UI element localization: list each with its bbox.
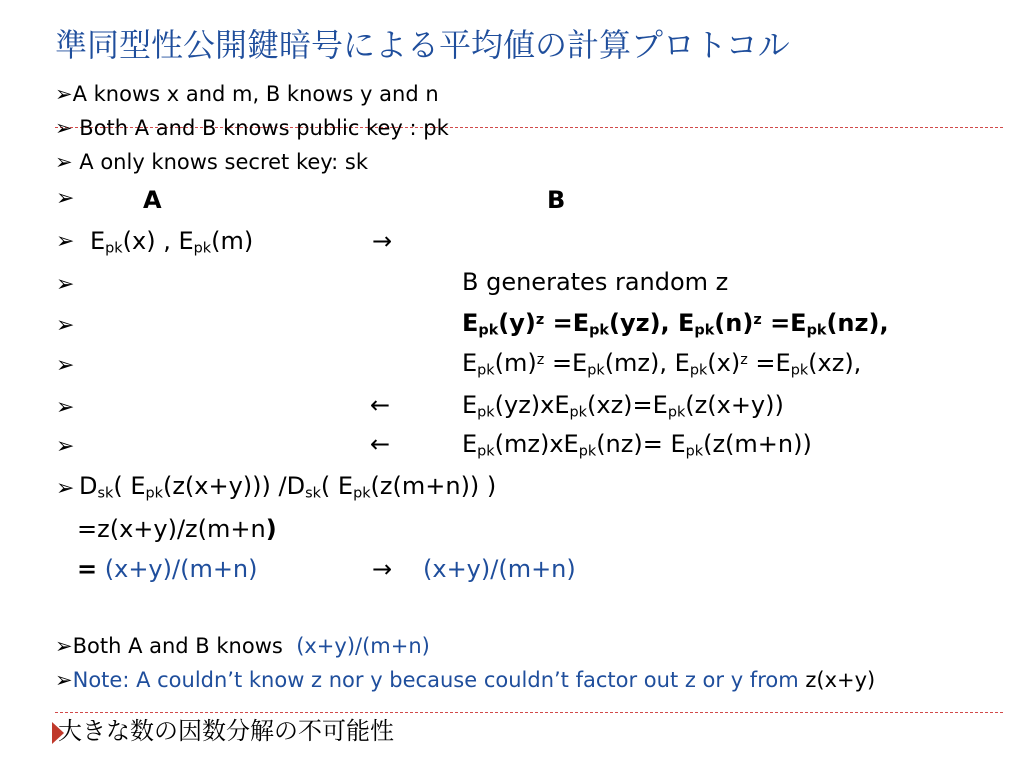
final-result-b: (x+y)/(m+n) [423, 555, 576, 583]
column-a-label: A [143, 186, 162, 214]
line-public-key: ➢ Both A and B knows public key : pk [55, 116, 449, 140]
bullet-arrow-icon: ➢ [56, 272, 75, 297]
arrow-left-icon: ← [370, 430, 391, 458]
line-note: ➢Note: A couldn’t know z nor y because couldn’t factor out z or y from z(x+y) [55, 668, 876, 692]
slide-title: 準同型性公開鍵暗号による平均値の計算プロトコル [55, 26, 790, 64]
bullet-arrow-icon: ➢ [56, 313, 75, 338]
bullet-arrow-icon: ➢ [56, 395, 75, 420]
line-ratio-z: =z(x+y)/z(m+n) [77, 515, 277, 543]
bullet-arrow-icon: ➢ [55, 668, 73, 692]
line-decrypt-ratio: $D_{sk}$( $E_{pk}(z(x+y))$) $/D_{sk}$( $E_{pk}(z(m+n))$ ) [79, 472, 497, 502]
line-power-mz-xz: $E_{pk}(m)^z =E_{pk}(mz)$, $E_{pk}(x)^z =E_{pk}(xz)$, [462, 349, 862, 379]
bullet-arrow-icon: ➢ [55, 82, 73, 106]
line-knowledge-a-b: ➢A knows x and m, B knows y and n [55, 82, 439, 106]
line-random-z: B generates random z [462, 268, 729, 296]
bullet-arrow-icon: ➢ [56, 353, 75, 378]
bullet-arrow-icon: ➢ [55, 116, 73, 140]
bullet-arrow-icon: ➢ [55, 150, 73, 174]
line-secret-key: ➢ A only knows secret key: sk [55, 150, 369, 174]
bullet-arrow-icon: ➢ [56, 476, 75, 501]
arrow-right-icon: → [372, 227, 393, 255]
bullet-arrow-icon: ➢ [56, 434, 75, 459]
line-product-mz-nz: $E_{pk}(mz)xE_{pk}(nz)= E_{pk}(z(m+n))$ [462, 430, 812, 460]
line-final-result: = (x+y)/(m+n) [77, 555, 258, 583]
line-product-yz-xz: $E_{pk}(yz)xE_{pk}(xz)=E_{pk}(z(x+y))$ [462, 391, 784, 421]
bullet-arrow-icon: ➢ [55, 634, 73, 658]
footer-text: 大きな数の因数分解の不可能性 [58, 717, 394, 745]
bullet-arrow-icon: ➢ [56, 186, 75, 211]
line-send-encryptions: $E_{pk}(x)$ , $E_{pk}(m)$ [90, 227, 254, 257]
bullet-arrow-icon: ➢ [56, 229, 75, 254]
line-power-yz-nz: $E_{pk}(y)^z =E_{pk}(yz)$, $E_{pk}(n)^z =E_{pk}(nz)$, [462, 309, 889, 339]
line-both-know: ➢Both A and B knows (x+y)/(m+n) [55, 634, 430, 658]
arrow-right-icon: → [372, 555, 393, 583]
column-b-label: B [547, 186, 566, 214]
arrow-left-icon: ← [370, 391, 391, 419]
